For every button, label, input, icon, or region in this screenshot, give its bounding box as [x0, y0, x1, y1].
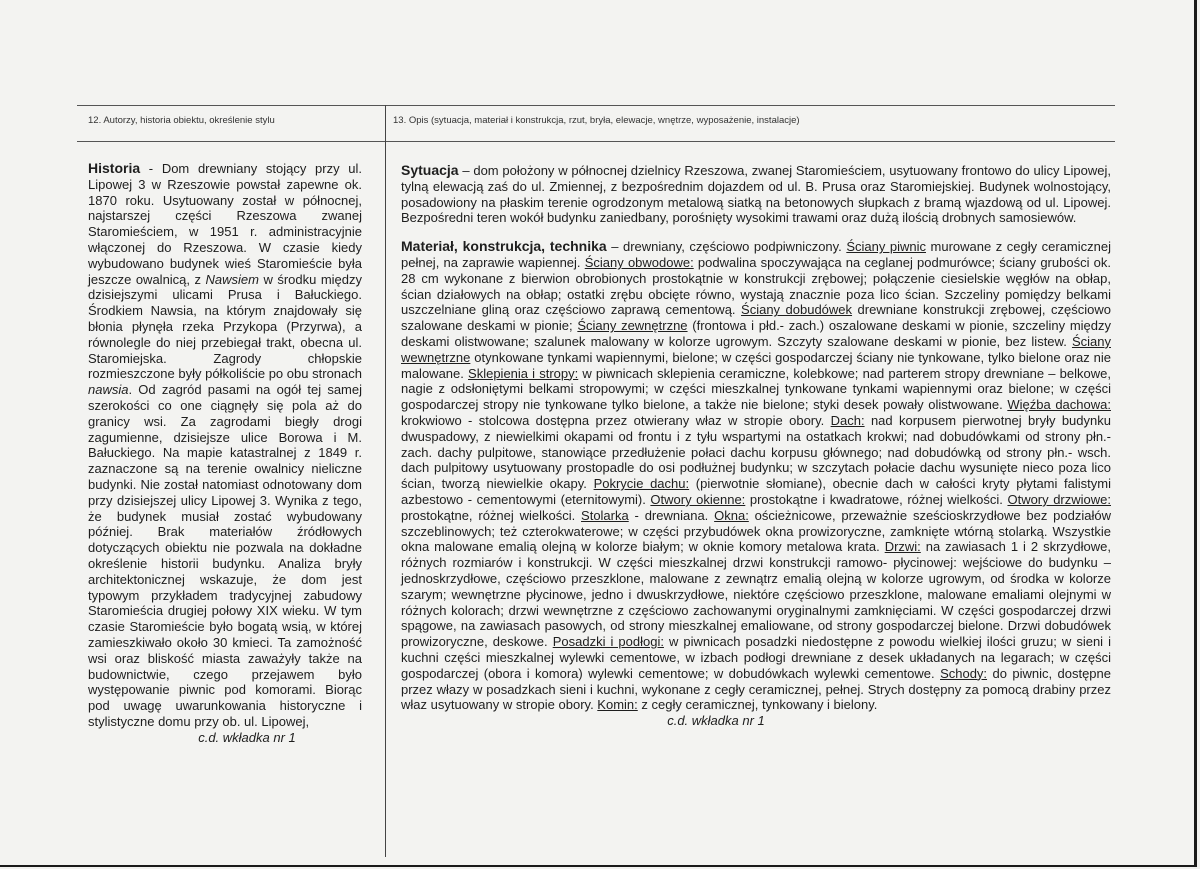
text-run: Nawsiem	[205, 271, 259, 287]
section-12-header: 12. Autorzy, historia obiektu, określenie stylu	[88, 115, 275, 126]
text-run: podwalina spoczywająca na ceglanej podmurówce; ściany grubości ok. 28 cm wykonane z bierwion obrobionych prostokątnie w konstrukcji zrębowej; połączenie ciesielskie węgłów na obłap, ścian działowych na obłap; ostatki zrębu obcięte równo, wystają znacznie poza lico ścian. Szczeliny pomiędzy belkami uszczelniane gliną oraz częściowo zaprawą cementową.	[401, 254, 1111, 318]
text-run: nad korpusem pierwotnej bryły budynku dwuspadowy, z niewielkimi okapami od frontu i z tyłu wspartymi na ostatkach krokwi; nad dobudówkami od strony płn.- zach. dachy pulpitowe, stanowiące przedłużenie połaci dachu korpusu głównego; nad dobudówką od strony płn.- wsch. dach pulpitowy usytuowany prostopadle do osi podłużnej budynku; w szczytach połacie dachu wysunięte nieco poza lico ścian, tworzą niewielkie okapy.	[401, 412, 1111, 492]
underlined-term: Sklepienia i stropy:	[468, 365, 579, 381]
situation-paragraph	[401, 163, 1111, 226]
underlined-term: Ściany obwodowe:	[584, 254, 694, 270]
material-paragraph	[401, 239, 1111, 713]
underlined-term: Okna:	[714, 507, 749, 523]
material-lead: Materiał, konstrukcja, technika	[401, 238, 607, 255]
text-run: do piwnic, dostępne przez włazy w posadzkach sieni i kuchni, wykonane z cegły ceramicznej, pełnej. Strych dostępny za pomocą drabiny przez właz usytuowany w stropie obory.	[401, 665, 1112, 713]
text-run: krokwiowo - stolcowa dostępna przez otwierany właz w stropie obory.	[401, 412, 831, 428]
text-run: ościeżnicowe, przeważnie sześcioskrzydłowe bez podziałów szczeblinowych; też czterokwaterowe; w części przybudówek okna prowizoryczne, zamknięte wtórną stolarką. Wszystkie okna malowane emalią olejną w kolorze białym; w oknie komory metalowa krata.	[401, 507, 1111, 555]
text-run: z cegły ceramicznej, tynkowany i bielony.	[637, 697, 878, 713]
text-run: – drewniany, częściowo podpiwniczony.	[606, 239, 847, 255]
continued-note-left: c.d. wkładka nr 1	[198, 729, 296, 745]
text-run: otynkowane tynkami wapiennymi, bielone; w części gospodarczej ściany nie tynkowane, tylko bielone oraz nie malowane.	[401, 349, 1111, 381]
underlined-term: Dach:	[830, 412, 865, 428]
history-paragraph	[88, 161, 362, 730]
text-run: - Dom drewniany stojący przy ul. Lipowej 3 w Rzeszowie powstał zapewne ok. 1870 roku. Usytuowany został w północnej, najstarszej części Rzeszowa zwanej Staromieściem, w 1951 r. administracyjnie włączonej do Rzeszowa. W czasie kiedy wybudowano budynek wieś Staromieście była jeszcze owalnicą, z	[88, 161, 362, 287]
underlined-term: Komin:	[597, 697, 638, 713]
section-13-header: 13. Opis (sytuacja, materiał i konstrukcja, rzut, bryła, elewacje, wnętrze, wyposażenie, instalacje)	[393, 115, 800, 126]
history-lead: Historia	[88, 160, 141, 176]
text-run: – dom położony w północnej dzielnicy Rzeszowa, zwanej Staromieściem, usytuowany frontowo do ulicy Lipowej, tylną elewacją zaś do ul. Zmiennej, z bezpośrednim dojazdem od ul. B. Prusa oraz Staromiejskiej. Budynek wolnostojący, posadowiony na płaskim terenie ogrodzonym metalową siatką na betonowych słupkach z bramą wjazdową od ul. Lipowej. Bezpośredni teren wokół budynku zaniedbany, porośnięty wysokimi trawami oraz dużą ilością drobnych samosiewów.	[401, 163, 1111, 226]
underlined-term: Ściany wewnętrzne	[401, 333, 1111, 365]
underlined-term: Stolarka	[581, 507, 629, 523]
text-run: prostokątne, różnej wielkości.	[401, 507, 582, 523]
underlined-term: Ściany piwnic	[846, 239, 926, 255]
underlined-term: Więźba dachowa:	[1007, 397, 1111, 413]
underlined-term: Ściany dobudówek	[741, 302, 853, 318]
text-run: (frontowa i płd.- zach.) oszalowane deskami w pionie, szczeliny między deskami olistwowane; szalunek malowany w kolorze ugrowym. Szczyty szalowane deskami w pionie, bez listew.	[401, 318, 1111, 349]
text-run: w piwnicach posadzki niedostępne z powodu wielkiej ilości gruzu; w sieni i kuchni części mieszkalnej wylewki cementowe, w izbach podłogi drewniane z desek układanych na legarach; w części gospodarczej (obora i komora) wylewki cementowe; w dobudówkach wylewki cementowe.	[401, 634, 1111, 681]
column-divider	[385, 105, 386, 857]
underlined-term: Posadzki i podłogi:	[552, 634, 664, 650]
text-run: (pierwotnie słomiane), obecnie dach w całości kryty płytami falistymi azbestowo - cementowymi (eternitowymi).	[401, 476, 1111, 507]
continued-note-right: c.d. wkładka nr 1	[667, 713, 765, 729]
text-run: drewniane konstrukcji zrębowej, częściowo szalowane deskami w pionie;	[401, 302, 1111, 334]
history-column	[88, 161, 362, 745]
text-run: . Od zagród pasami na ogół tej samej szerokości co one ciągnęły się pola aż do granicy wsi. Za zagrodami biegły drogi zagumienne, dzisiejsze ulice Borowa i M. Bałuckiego. Na mapie katastralnej z 1849 r. zaznaczone są na terenie owalnicy nieliczne budynki. Nie został natomiast odnotowany dom przy dzisiejszej ulicy Lipowej 3. Wynika z tego, że budynek musiał zostać wybudowany później. Brak materiałów źródłowych dotyczących obiektu nie pozwala na dokładne określenie historii budynku. Analiza bryły architektonicznej wskazuje, że dom jest typowym przykładem tradycyjnej zabudowy Staromieścia drugiej połowy XIX wieku. W tym czasie Staromieście było bogatą wsią, w której zamieszkiwało około 30 kmieci. Ta zamożność wsi oraz bliskość miasta zaważyły także na budownictwie, czego przejawem było występowanie piwnic pod komorami. Biorąc pod uwagę uwarunkowania historyczne i stylistyczne domu przy ob. ul. Lipowej,	[88, 382, 362, 729]
text-run: nawsia	[88, 382, 129, 398]
underlined-term: Otwory okienne:	[650, 491, 746, 507]
underlined-term: Drzwi:	[884, 539, 921, 555]
text-run: murowane z cegły ceramicznej pełnej, na zaprawie wapiennej.	[401, 239, 1111, 270]
header-rule	[77, 141, 1115, 142]
description-column	[401, 163, 1111, 729]
text-run: na zawiasach 1 i 2 skrzydłowe, różnych rozmiarów i konstrukcji. W części mieszkalnej drzwi konstrukcji ramowo- płycinowej: wejściowe do budynku – jednoskrzydłowe, częściowo przeszklone, malowane z zewnątrz emalią olejną w kolorze ugrowym, od środka w kolorze szarym; wewnętrzne płycinowe, jedno i dwuskrzydłowe, niektóre częściowo przeszklone, malowane emaliami olejnymi w różnych kolorach; drzwi wewnętrzne z częściowo zachowanymi oryginalnymi zamknięciami. W części gospodarczej drzwi spągowe, na zawiasach pasowych, od strony mieszkalnej emaliowane, od strony gospodarczej bielone. Drzwi dobudówek prowizoryczne, deskowe.	[401, 539, 1111, 650]
situation-lead: Sytuacja	[401, 162, 459, 178]
underlined-term: Pokrycie dachu:	[593, 476, 690, 492]
text-run: w środku między dzisiejszymi ulicami Prusa i Bałuckiego. Środkiem Nawsia, na którym znajdowały się błonia płynęła rzeka Przykopa (Przyrwa), a równolegle do niej przebiegał trakt, obecna ul. Staromiejska. Zagrody chłopskie rozmieszczone były półkoliście po obu stronach	[88, 271, 362, 382]
text-run: w piwnicach sklepienia ceramiczne, kolebkowe; nad parterem stropy drewniane – belkowe, nagie z odsłoniętymi belkami stropowymi; w części mieszkalnej tynkowane tynkami wapiennymi oraz bielone; w części gospodarczej stropy nie tynkowane tylko bielone, a także nie bielone; styki desek powały olistwowane.	[401, 365, 1111, 413]
underlined-term: Otwory drzwiowe:	[1007, 491, 1111, 507]
underlined-term: Ściany zewnętrzne	[577, 318, 688, 334]
underlined-term: Schody:	[940, 665, 988, 681]
top-rule	[77, 105, 1115, 106]
text-run: - drewniana.	[628, 507, 715, 523]
text-run: prostokątne i kwadratowe, różnej wielkości.	[745, 491, 1008, 507]
